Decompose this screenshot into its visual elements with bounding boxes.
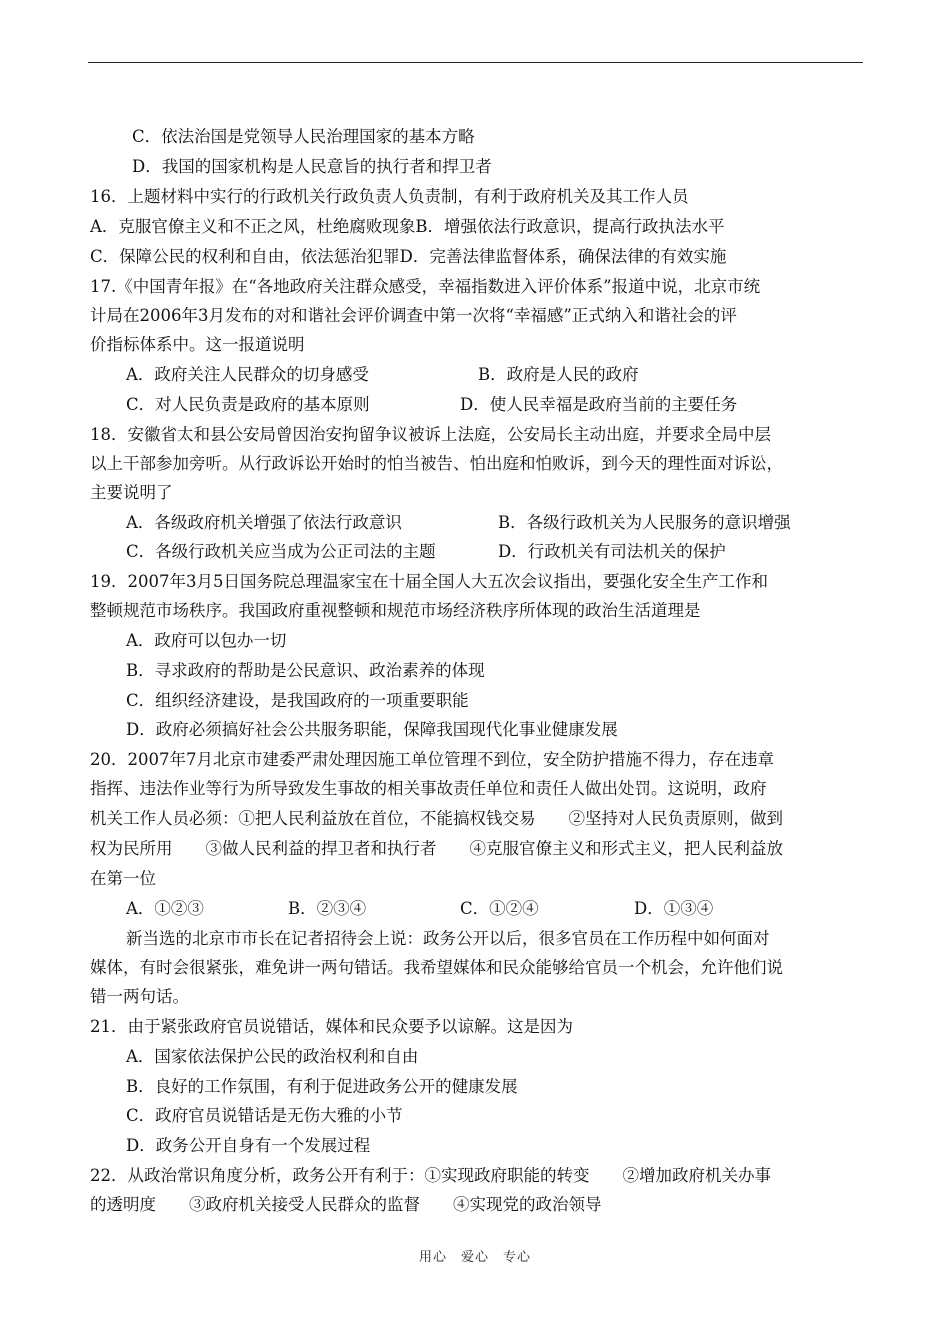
option-d: D．行政机关有司法机关的保护 xyxy=(498,542,726,561)
text-line: C．依法治国是党领导人民治理国家的基本方略 xyxy=(132,127,475,146)
q20-options-row xyxy=(0,894,950,924)
text-line: C．政府官员说错话是无伤大雅的小节 xyxy=(126,1106,403,1125)
text-line: 的透明度 ③政府机关接受人民群众的监督 ④实现党的政治领导 xyxy=(90,1195,602,1214)
q17-options-row2 xyxy=(0,390,950,420)
text-line: 17.《中国青年报》在“各地政府关注群众感受，幸福指数进入评价体系”报道中说，北京市统 xyxy=(90,277,761,296)
text-line: 价指标体系中。这一报道说明 xyxy=(90,335,305,354)
text-line: 20．2007年7月北京市建委严肃处理因施工单位管理不到位，安全防护措施不得力，存在违章 xyxy=(90,750,774,769)
header-rule xyxy=(88,62,863,63)
text-line: A．政府可以包办一切 xyxy=(126,631,287,650)
text-line: 机关工作人员必须：①把人民利益放在首位，不能搞权钱交易 ②坚持对人民负责原则，做到 xyxy=(90,809,783,828)
option-b: B．政府是人民的政府 xyxy=(478,365,639,384)
page-footer: 用心 爱心 专心 xyxy=(418,1250,531,1265)
text-line: 指挥、违法作业等行为所导致发生事故的相关事故责任单位和责任人做出处罚。这说明，政府 xyxy=(90,779,767,798)
text-line: 权为民所用 ③做人民利益的捍卫者和执行者 ④克服官僚主义和形式主义，把人民利益放 xyxy=(90,839,783,858)
q18-options-row2 xyxy=(0,537,950,567)
option-c: C．对人民负责是政府的基本原则 xyxy=(126,395,370,414)
text-line: 19．2007年3月5日国务院总理温家宝在十届全国人大五次会议指出，要强化安全生产工作和 xyxy=(90,572,768,591)
option-b: B．②③④ xyxy=(288,899,367,918)
text-line: 16．上题材料中实行的行政机关行政负责人负责制，有利于政府机关及其工作人员 xyxy=(90,187,689,206)
q17-options-row1 xyxy=(0,360,950,390)
option-b: B．各级行政机关为人民服务的意识增强 xyxy=(498,513,791,532)
text-line: 18．安徽省太和县公安局曾因治安拘留争议被诉上法庭，公安局长主动出庭，并要求全局中层 xyxy=(90,425,771,444)
text-line: 21．由于紧张政府官员说错话，媒体和民众要予以谅解。这是因为 xyxy=(90,1017,573,1036)
text-line: C．保障公民的权利和自由，依法惩治犯罪D．完善法律监督体系，确保法律的有效实施 xyxy=(90,247,727,266)
option-c: C．各级行政机关应当成为公正司法的主题 xyxy=(126,542,436,561)
text-line: B．良好的工作氛围，有利于促进政务公开的健康发展 xyxy=(126,1077,518,1096)
q18-options-row1 xyxy=(0,508,950,538)
text-line: 整顿规范市场秩序。我国政府重视整顿和规范市场经济秩序所体现的政治生活道理是 xyxy=(90,601,701,620)
text-line: 22．从政治常识角度分析，政务公开有利于：①实现政府职能的转变 ②增加政府机关办事 xyxy=(90,1166,771,1185)
text-line: 错一两句话。 xyxy=(90,987,189,1006)
text-line: B．寻求政府的帮助是公民意识、政治素养的体现 xyxy=(126,661,485,680)
text-line: 主要说明了 xyxy=(90,483,173,502)
text-line: D．政务公开自身有一个发展过程 xyxy=(126,1136,371,1155)
option-a: A．各级政府机关增强了依法行政意识 xyxy=(126,513,402,532)
text-line: 媒体，有时会很紧张，难免讲一两句错话。我希望媒体和民众能够给官员一个机会，允许他们说 xyxy=(90,958,783,977)
text-line: 以上干部参加旁听。从行政诉讼开始时的怕当被告、怕出庭和怕败诉，到今天的理性面对诉讼， xyxy=(90,454,783,473)
text-line: C．组织经济建设，是我国政府的一项重要职能 xyxy=(126,691,469,710)
text-line: D．政府必须搞好社会公共服务职能，保障我国现代化事业健康发展 xyxy=(126,720,618,739)
text-line: D．我国的国家机构是人民意旨的执行者和捍卫者 xyxy=(132,157,492,176)
option-a: A．①②③ xyxy=(126,899,204,918)
text-line: 在第一位 xyxy=(90,869,156,888)
option-a: A．政府关注人民群众的切身感受 xyxy=(126,365,369,384)
text-line: A．国家依法保护公民的政治权利和自由 xyxy=(126,1047,419,1066)
option-c: C．①②④ xyxy=(460,899,539,918)
text-line: A．克服官僚主义和不正之风，杜绝腐败现象B．增强依法行政意识，提高行政执法水平 xyxy=(90,217,725,236)
option-d: D．使人民幸福是政府当前的主要任务 xyxy=(460,395,738,414)
text-line: 新当选的北京市市长在记者招待会上说：政务公开以后，很多官员在工作历程中如何面对 xyxy=(126,929,770,948)
text-line: 计局在2006年3月发布的对和谐社会评价调查中第一次将“幸福感”正式纳入和谐社会的评 xyxy=(90,306,737,325)
option-d: D．①③④ xyxy=(634,899,714,918)
